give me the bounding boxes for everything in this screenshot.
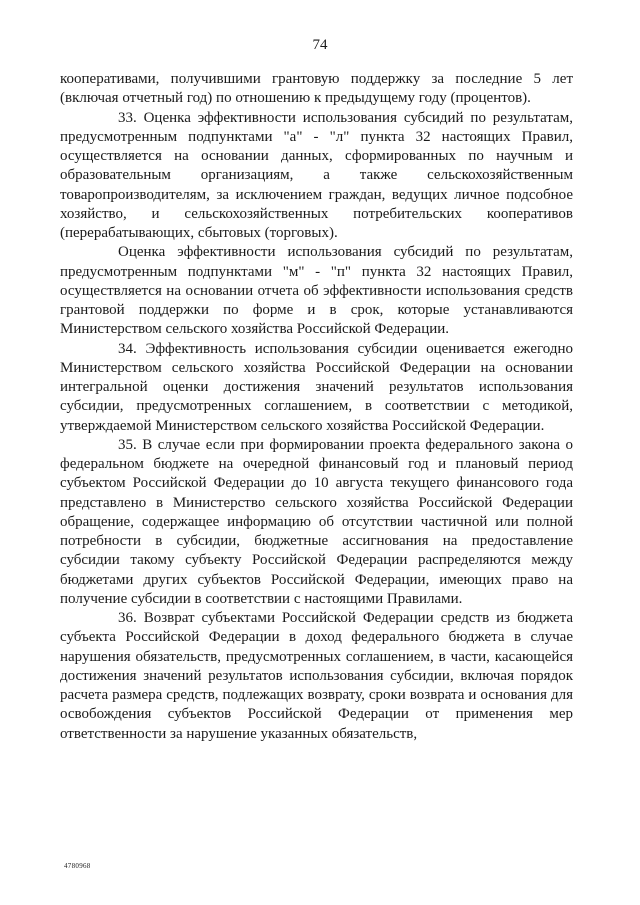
document-code: 4780968	[64, 862, 91, 870]
paragraph-36: 36. Возврат субъектами Российской Федерации средств из бюджета субъекта Российской Федерации в доход федерального бюджета в случае нарушения обязательств, предусмотренных соглашением, в части, касающейся достижения значений результатов использования субсидии, включая порядок расчета размера средств, подлежащих возврату, сроки возврата и основания для освобождения субъектов Российской Федерации от применения мер ответственности за нарушение указанных обязательств,	[60, 610, 573, 742]
paragraph-33-evaluation: Оценка эффективности использования субсидий по результатам, предусмотренным подпунктами "м" - "п" пункта 32 настоящих Правил, осуществляется на основании отчета об эффективности использования средств грантовой поддержки по форме и в срок, которые устанавливаются Министерством сельского хозяйства Российской Федерации.	[60, 244, 573, 338]
paragraph-34: 34. Эффективность использования субсидии оценивается ежегодно Министерством сельского хозяйства Российской Федерации на основании интегральной оценки достижения значений результатов использования субсидии, предусмотренных соглашением, в соответствии с методикой, утверждаемой Министерством сельского хозяйства Российской Федерации.	[60, 340, 573, 434]
paragraph-continuation: кооперативами, получившими грантовую поддержку за последние 5 лет (включая отчетный год) по отношению к предыдущему году (процентов).	[60, 71, 573, 107]
document-body	[60, 70, 573, 744]
page-number: 74	[312, 37, 328, 53]
paragraph-33: 33. Оценка эффективности использования субсидий по результатам, предусмотренным подпунктами "а" - "л" пункта 32 настоящих Правил, осуществляется на основании данных, сформированных по научным и образовательным организациям, а также сельскохозяйственным товаропроизводителям, за исключением граждан, ведущих личное подсобное хозяйство, и сельскохозяйственных потребительских кооперативов (перерабатывающих, сбытовых (торговых).	[60, 109, 573, 241]
paragraph-35: 35. В случае если при формировании проекта федерального закона о федеральном бюджете на очередной финансовый год и плановый период субъектом Российской Федерации до 10 августа текущего финансового года представлено в Министерство сельского хозяйства Российской Федерации обращение, содержащее информацию об отсутствии частичной или полной потребности в субсидии, бюджетные ассигнования на предоставление субсидии такому субъекту Российской Федерации распределяются между бюджетами других субъектов Российской Федерации, имеющих право на получение субсидии в соответствии с настоящими Правилами.	[60, 436, 573, 607]
